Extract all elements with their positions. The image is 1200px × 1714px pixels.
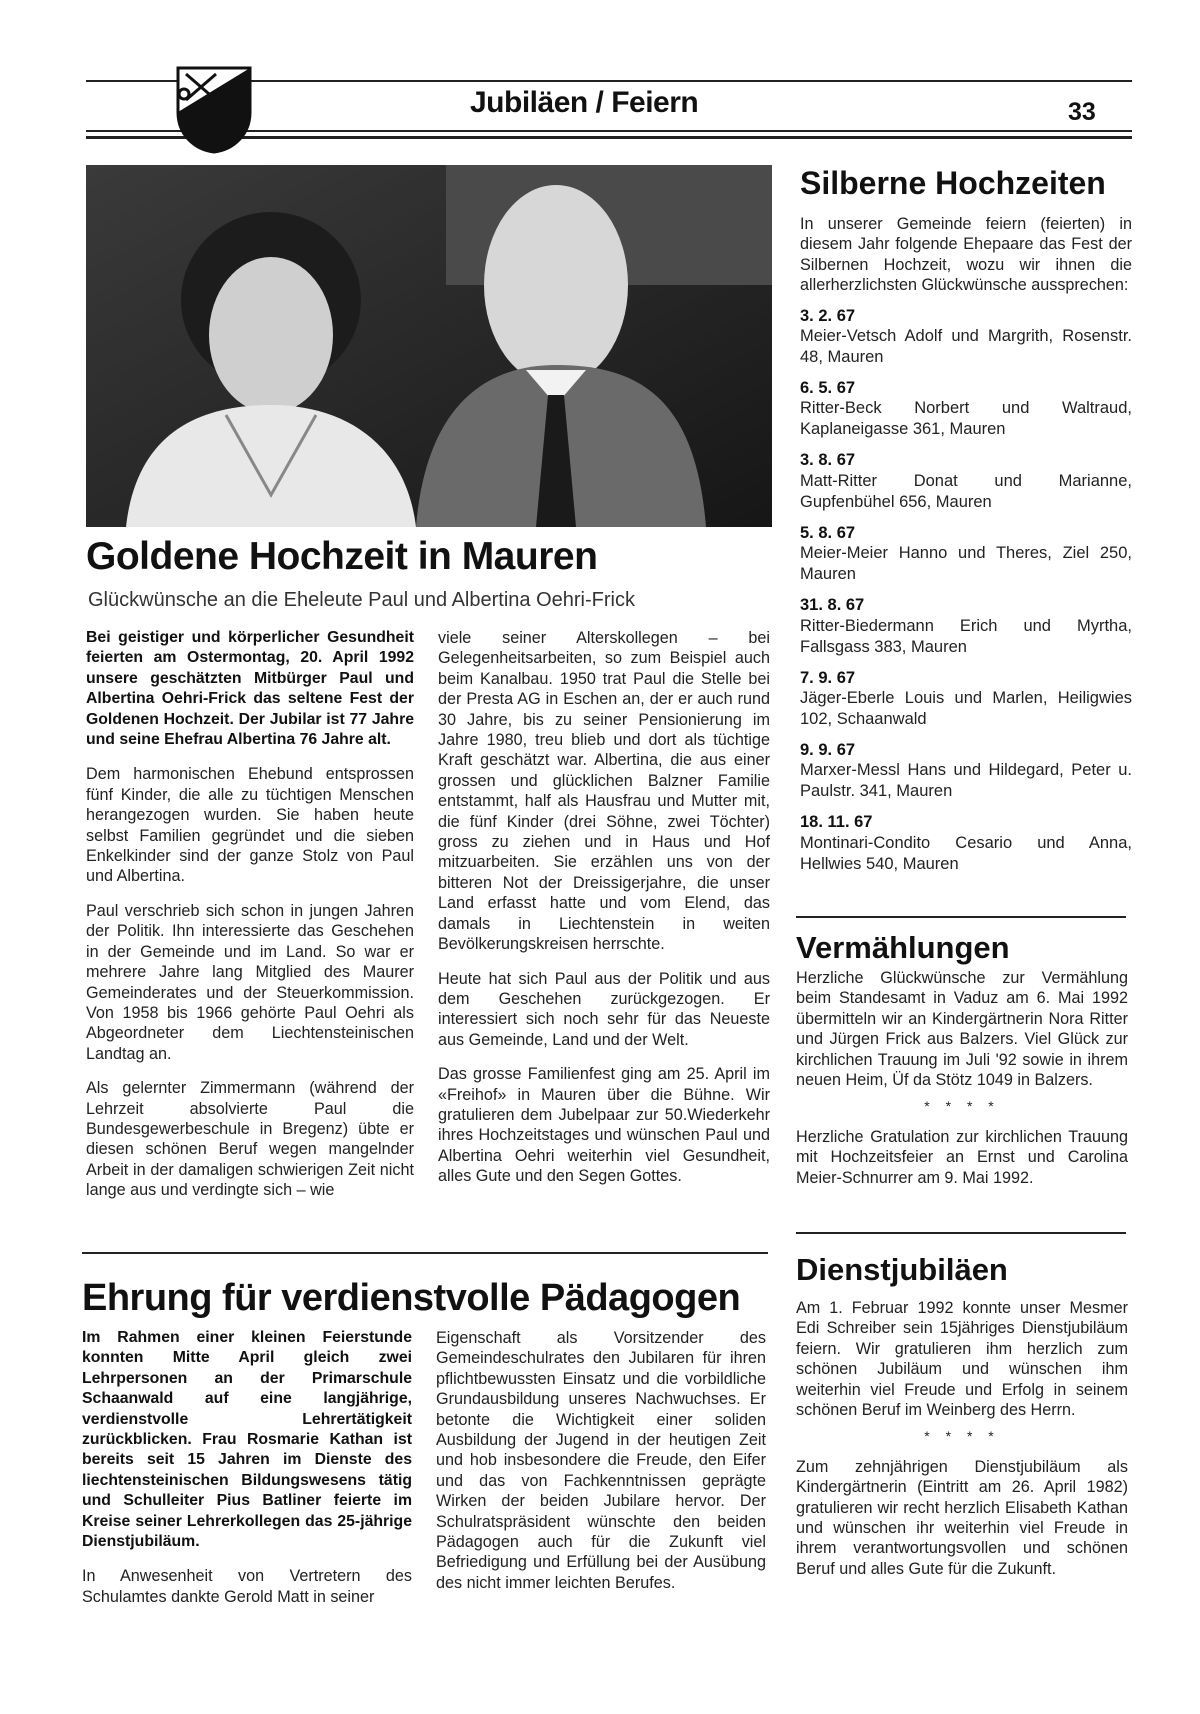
goldene-paragraph: Das grosse Familienfest ging am 25. April im «Freihof» in Mauren über die Bühne. Wir gratulieren dem Jubelpaar zur 50.Wiederkehr ihres Hochzeitstages und wünschen Paul und Albertina Oehri weiterhin viel Gesundheit, alles Gute und den Segen Gottes. xyxy=(438,1065,770,1186)
silberne-entry-date: 31. 8. 67 xyxy=(800,596,865,615)
ehrung-lead: Im Rahmen einer kleinen Feierstunde konnten Mitte April gleich zwei Lehrpersonen an der Primarschule Schaanwald auf eine langjährige, verdienstvolle Lehrertätigkeit zurückblicken. Frau Rosmarie Kathan ist bereits seit 15 Jahren im Dienste des liechtensteinischen Bildungswesens tätig und Schulleiter Pius Batliner feierte im Kreise seiner Lehrerkollegen das 25-jährige Dienstjubiläum. xyxy=(82,1329,412,1551)
goldene-column-2 xyxy=(438,628,770,1201)
dienstjubilaeen-column xyxy=(796,1298,1128,1593)
silberne-entry-date: 7. 9. 67 xyxy=(800,668,856,687)
section-title: Jubiläen / Feiern xyxy=(470,86,699,119)
silberne-entry-date: 5. 8. 67 xyxy=(800,523,856,542)
silberne-entry-text: Ritter-Biedermann Erich und Myrtha, Fallsgass 383, Mauren xyxy=(800,616,1132,656)
silberne-entry-date: 3. 2. 67 xyxy=(800,306,856,325)
dienstjubilaeen-paragraph: Zum zehnjährigen Dienstjubiläum als Kindergärtnerin (Eintritt am 26. April 1982) gratulieren wir recht herzlich Elisabeth Kathan und wünschen ihr weiterhin viel Freude in ihrem verantwortungsvollen und schönen Beruf und alles Gute für die Zukunft. xyxy=(796,1457,1128,1578)
silberne-entry-date: 18. 11. 67 xyxy=(800,813,873,832)
silberne-entry-date: 9. 9. 67 xyxy=(800,741,856,760)
couple-photo xyxy=(86,165,772,527)
silberne-list xyxy=(800,306,1132,875)
ehrung-column-2 xyxy=(436,1328,766,1607)
stars-separator: * * * * xyxy=(924,1098,1000,1115)
dienstjubilaeen-paragraph: Am 1. Februar 1992 konnte unser Mesmer Edi Schreiber sein 15jähriges Dienstjubiläum feiern. Wir gratulieren ihm herzlich zum schönen Jubiläum und wünschen ihm weiterhin viel Freude und Erfolg in seinem schönen Beruf im Weinberg des Herrn. xyxy=(796,1299,1128,1420)
silberne-entry-text: Meier-Vetsch Adolf und Margrith, Rosenstr. 48, Mauren xyxy=(800,327,1132,367)
stars-separator: * * * * xyxy=(924,1428,1000,1445)
goldene-paragraph: viele seiner Alterskollegen – bei Gelegenheitsarbeiten, so zum Beispiel auch beim Kanalbau. 1950 trat Paul die Stelle bei der Presta AG in Eschen an, der er auch rund 30 Jahre, bis zu seiner Pensionierung im Jahre 1980, treu blieb und dort als tüchtige Kraft geschätzt war. Albertina, die aus einer grossen und glücklichen Balzner Familie entstammt, half als Hausfrau und Mutter mit, die fünf Kinder (drei Söhne, zwei Töchter) gross zu ziehen und in Haus und Hof mitzuarbeiten. Sie erzählen uns von der bitteren Not der Dreissigerjahre, die unser Land erfasst hatte und vom Elend, das damals in Liechtenstein in weiten Bevölkerungskreisen herrschte. xyxy=(438,629,770,954)
section-title-vermaehlungen: Vermählungen xyxy=(796,930,1010,965)
vermaehlungen-column xyxy=(796,968,1128,1202)
silberne-entry-date: 6. 5. 67 xyxy=(800,379,856,398)
vermaehlungen-paragraph: Herzliche Glückwünsche zur Vermählung beim Standesamt in Vaduz am 6. Mai 1992 übermitteln wir an Kindergärtnerin Nora Ritter und Jürgen Frick aus Balzers. Viel Glück zur kirchlichen Trauung im Juli '92 sowie in ihrem neuen Heim, Üf da Stötz 1049 in Balzers. xyxy=(796,969,1128,1090)
silberne-entry-text: Ritter-Beck Norbert und Waltraud, Kaplaneigasse 361, Mauren xyxy=(800,399,1132,439)
ehrung-column-1 xyxy=(82,1328,412,1621)
page-number: 33 xyxy=(1068,98,1096,126)
goldene-paragraph: Dem harmonischen Ehebund entsprossen fünf Kinder, die alle zu tüchtigen Menschen herangezogen wurden. Sie haben heute selbst Familien gegründet und die sieben Enkelkinder sind der ganze Stolz von Paul und Albertina. xyxy=(86,765,414,886)
goldene-paragraph: Als gelernter Zimmermann (während der Lehrzeit absolvierte Paul die Bundesgewerbeschule in Bregenz) übte er diesen schönen Beruf wegen mangelnder Arbeit in der damaligen schwierigen Zeit nicht lange aus und verdingte sich – wie xyxy=(86,1079,414,1200)
section-title-dienstjubilaeen: Dienstjubiläen xyxy=(796,1252,1008,1287)
article-subtitle-goldene-hochzeit: Glückwünsche an die Eheleute Paul und Albertina Oehri-Frick xyxy=(88,589,635,611)
goldene-paragraph: Heute hat sich Paul aus der Politik und aus dem Geschehen zurückgezogen. Er interessiert sich noch sehr für das Neueste aus Gemeinde, Land und der Welt. xyxy=(438,969,770,1049)
silberne-entry-text: Montinari-Condito Cesario und Anna, Hellwies 540, Mauren xyxy=(800,833,1132,873)
silberne-entry-text: Jäger-Eberle Louis und Marlen, Heiligwies 102, Schaanwald xyxy=(800,689,1132,729)
coat-of-arms-icon xyxy=(176,66,252,154)
goldene-column-1 xyxy=(86,628,414,1215)
silberne-entry-text: Matt-Ritter Donat und Marianne, Gupfenbühel 656, Mauren xyxy=(800,471,1132,511)
ehrung-paragraph: Eigenschaft als Vorsitzender des Gemeindeschulrates den Jubilaren für ihren pflichtbewussten Einsatz und die vorbildliche Grundausbildung unseres Nachwuchses. Er betonte die Wichtigkeit einer soliden Ausbildung der Jugend in der heutigen Zeit und hob insbesondere die Freude, den Eifer und das von Fachkenntnissen geprägte Wirken der beiden Jubilare hervor. Der Schulratspräsident wünschte den beiden Pädagogen auch für die Zukunft viel Befriedigung und Erfüllung bei der Ausübung des nicht immer leichten Berufes. xyxy=(436,1329,766,1592)
article-title-goldene-hochzeit: Goldene Hochzeit in Mauren xyxy=(86,535,598,578)
goldene-paragraph: Paul verschrieb sich schon in jungen Jahren der Politik. Ihn interessierte das Geschehen in der Gemeinde und im Land. So war er mehrere Jahre lang Mitglied des Maurer Gemeinderates und der Steuerkommission. Von 1958 bis 1966 gehörte Paul Oehri als Abgeordneter dem Liechtensteinischen Landtag an. xyxy=(86,901,414,1063)
article-title-ehrung: Ehrung für verdienstvolle Pädagogen xyxy=(82,1277,741,1319)
article-divider xyxy=(82,1252,768,1254)
section-title-silberne-hochzeiten: Silberne Hochzeiten xyxy=(800,165,1106,201)
silberne-column xyxy=(800,214,1132,875)
silberne-entry-text: Marxer-Messl Hans und Hildegard, Peter u. Paulstr. 341, Mauren xyxy=(800,761,1132,801)
goldene-lead: Bei geistiger und körperlicher Gesundheit feierten am Ostermontag, 20. April 1992 unsere geschätzten Mitbürger Paul und Albertina Oehri-Frick das seltene Fest der Goldenen Hochzeit. Der Jubilar ist 77 Jahre und seine Ehefrau Albertina 76 Jahre alt. xyxy=(86,629,414,749)
section-divider xyxy=(796,916,1126,918)
silberne-entry-text: Meier-Meier Hanno und Theres, Ziel 250, Mauren xyxy=(800,544,1132,584)
vermaehlungen-paragraph: Herzliche Gratulation zur kirchlichen Trauung mit Hochzeitsfeier an Ernst und Carolina Meier-Schnurrer am 9. Mai 1992. xyxy=(796,1127,1128,1187)
ehrung-paragraph: In Anwesenheit von Vertretern des Schulamtes dankte Gerold Matt in seiner xyxy=(82,1567,412,1606)
silberne-entry-date: 3. 8. 67 xyxy=(800,451,856,470)
section-divider xyxy=(796,1232,1126,1234)
silberne-intro: In unserer Gemeinde feiern (feierten) in diesem Jahr folgende Ehepaare das Fest der Silbernen Hochzeit, wozu wir ihnen die allerherzlichsten Glückwünsche aussprechen: xyxy=(800,215,1132,295)
